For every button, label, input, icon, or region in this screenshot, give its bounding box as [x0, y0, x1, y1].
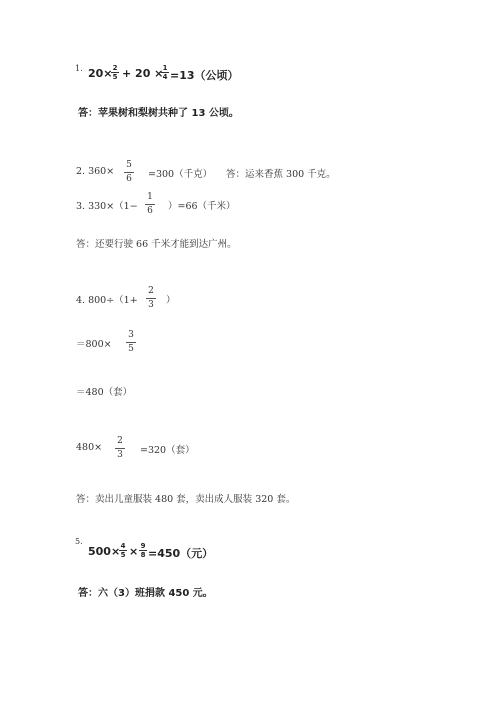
problem-5-fraction-2: 9 8 — [140, 542, 146, 559]
problem-2-answer: 答：运来香蕉 300 千克。 — [226, 169, 336, 180]
problem-3-fraction: 1 6 — [145, 192, 155, 217]
problem-4-step-3: ＝480（套） — [76, 387, 133, 398]
problem-5-term-1: 500× — [88, 545, 121, 558]
problem-4-step-4-result: =320（套） — [140, 445, 195, 456]
problem-4-step-4: 480× — [76, 442, 103, 453]
problem-3-expression: 3. 330×（1− — [76, 201, 138, 212]
problem-1-answer: 答：苹果树和梨树共种了 13 公顷。 — [78, 108, 239, 119]
problem-1-number: 1. — [75, 64, 83, 73]
problem-1-fraction-1: 2 5 — [112, 64, 118, 81]
problem-4-step-2: ＝800× — [76, 339, 112, 350]
problem-2-expression: 2. 360× — [76, 166, 115, 177]
problem-4-fraction-2: 3 5 — [126, 330, 136, 355]
problem-1-fraction-2: 1 4 — [162, 64, 168, 81]
problem-4-answer: 答：卖出儿童服装 480 套，卖出成人服装 320 套。 — [76, 494, 296, 505]
problem-2-result: =300（千克） — [148, 169, 213, 180]
problem-3-answer: 答：还要行驶 66 千米才能到达广州。 — [76, 239, 237, 250]
problem-4-fraction-1: 2 3 — [146, 286, 156, 311]
problem-1-result: =13（公顷） — [170, 69, 239, 82]
problem-5-fraction-1: 4 5 — [120, 542, 126, 559]
problem-1-term-1: 20× — [88, 67, 113, 80]
problem-5-answer: 答：六（3）班捐款 450 元。 — [78, 588, 213, 599]
problem-1-term-2: + 20 × — [122, 67, 164, 80]
problem-5-number: 5. — [75, 537, 83, 546]
problem-4-fraction-3: 2 3 — [115, 436, 125, 461]
problem-5-result: =450（元） — [148, 547, 214, 560]
problem-3-result: ）=66（千米） — [168, 201, 236, 212]
problem-4-close-paren: ） — [166, 295, 176, 306]
problem-2-fraction: 5 6 — [124, 160, 134, 185]
problem-5-times: × — [129, 545, 139, 558]
problem-4-expression: 4. 800÷（1+ — [76, 295, 138, 306]
